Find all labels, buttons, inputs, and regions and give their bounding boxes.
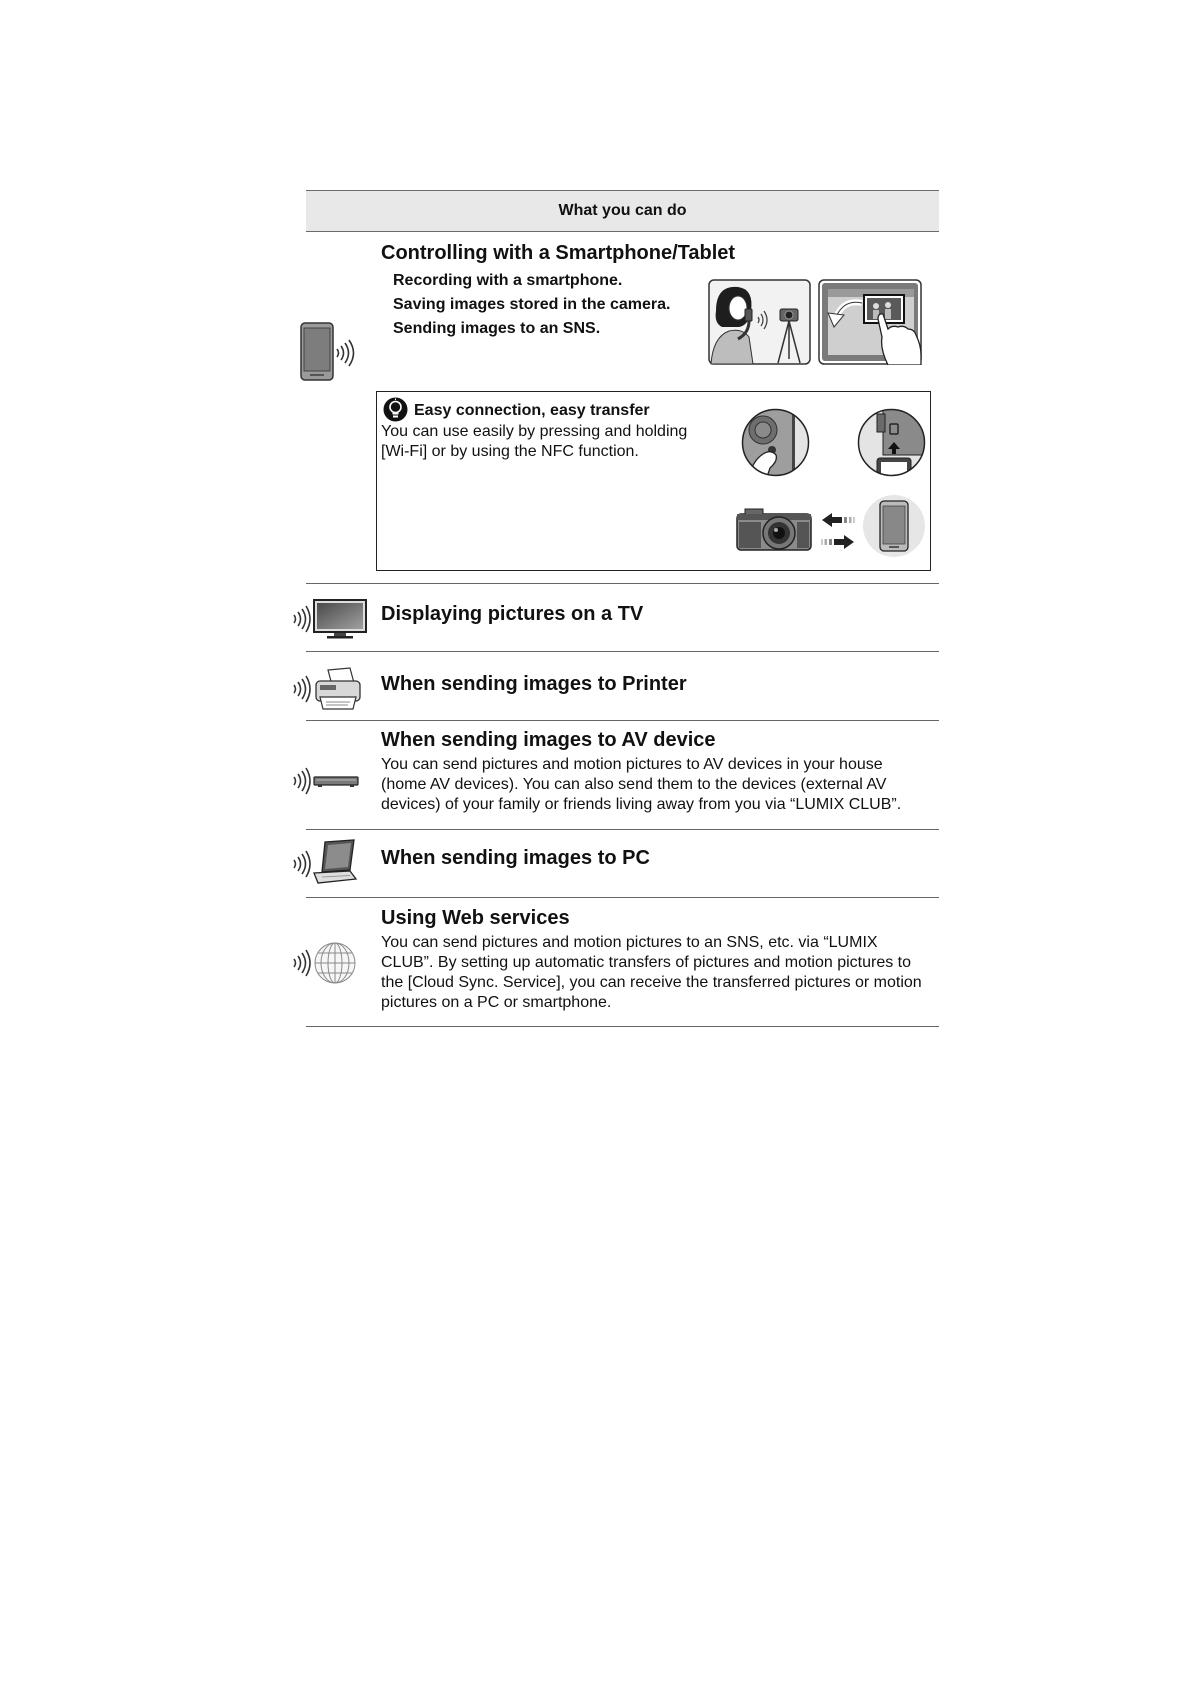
section-divider — [306, 583, 939, 584]
printer-wifi-icon — [292, 666, 364, 712]
description-line: the [Cloud Sync. Service], you can receive the transferred pictures or motion — [381, 974, 922, 991]
section-divider — [306, 897, 939, 898]
tip-body — [381, 422, 687, 462]
description-line: devices) of your family or friends living away from you via “LUMIX CLUB”. — [381, 796, 902, 813]
pc-section-title: When sending images to PC — [381, 847, 650, 869]
printer-section-title: When sending images to Printer — [381, 673, 687, 695]
tv-wifi-icon — [292, 598, 368, 640]
section-header-bar — [306, 190, 939, 232]
section-divider — [306, 720, 939, 721]
description-line: pictures on a PC or smartphone. — [381, 994, 612, 1011]
nfc-touch-illustration — [857, 408, 926, 477]
section-divider — [306, 651, 939, 652]
camera-icon — [735, 506, 813, 554]
list-item: Recording with a smartphone. — [393, 272, 623, 289]
smartphone-wifi-icon — [300, 322, 358, 382]
smartphone-viewing-illustration — [818, 279, 922, 365]
av-device-wifi-icon — [292, 767, 360, 795]
description-line: You can send pictures and motion pictures to AV devices in your house — [381, 756, 883, 773]
web-section-title: Using Web services — [381, 907, 570, 929]
transfer-arrows-icon — [820, 511, 856, 551]
list-item: Sending images to an SNS. — [393, 320, 601, 337]
smartphone-feature-list — [393, 269, 670, 341]
tip-line: [Wi-Fi] or by using the NFC function. — [381, 443, 639, 460]
tv-section-title: Displaying pictures on a TV — [381, 603, 644, 625]
tip-box — [376, 391, 931, 571]
web-description — [381, 933, 922, 1013]
laptop-wifi-icon — [292, 838, 358, 886]
av-device-section-title: When sending images to AV device — [381, 729, 716, 751]
wifi-button-press-illustration — [741, 408, 810, 477]
description-line: CLUB”. By setting up automatic transfers of pictures and motion pictures to — [381, 954, 912, 971]
tip-line: You can use easily by pressing and holding — [381, 423, 688, 440]
lightbulb-icon — [383, 397, 408, 422]
section-divider — [306, 829, 939, 830]
remote-shooting-illustration — [708, 279, 811, 365]
list-item: Saving images stored in the camera. — [393, 296, 671, 313]
smartphone-section-title: Controlling with a Smartphone/Tablet — [381, 242, 736, 264]
av-device-description — [381, 755, 901, 815]
tip-title: Easy connection, easy transfer — [414, 402, 650, 419]
globe-wifi-icon — [292, 940, 358, 986]
smartphone-icon — [862, 494, 926, 558]
section-header-title: What you can do — [558, 202, 687, 219]
section-divider — [306, 1026, 939, 1027]
description-line: (home AV devices). You can also send them to the devices (external AV — [381, 776, 887, 793]
description-line: You can send pictures and motion pictures to an SNS, etc. via “LUMIX — [381, 934, 878, 951]
